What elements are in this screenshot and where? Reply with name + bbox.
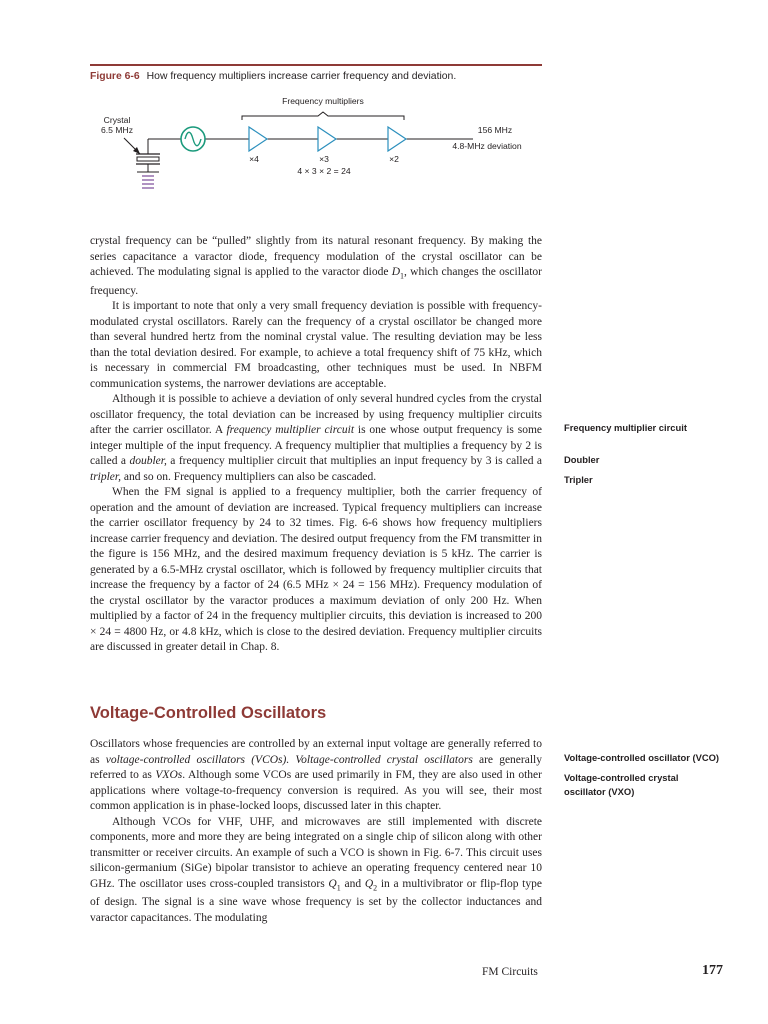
crystal-label: Crystal (103, 115, 131, 125)
multiplier-x2-label: ×2 (389, 154, 399, 164)
figure-label: Figure 6-6 (90, 71, 140, 82)
multiplier-x3-amplifier (318, 127, 336, 151)
paragraph: crystal frequency can be “pulled” slightly from its natural resonant frequency. By making the series capacitance a varactor diode, frequency modulation of the crystal oscillator can be achieved. The modulating signal is applied to the varactor diode $D_1$, which changes the oscillator frequency. (90, 235, 542, 297)
paragraph: It is important to note that only a very small frequency deviation is possible with frequency-modulated crystal oscillators. Rarely can the frequency of a crystal oscillator be changed more than several hundred hertz from the nominal crystal value. The resulting deviation may be less than the total deviation desired. For example, to achieve a total frequency shift of 75 kHz, which is necessary in commercial FM broadcasting, other techniques must be used. In NBFM communication systems, the narrower deviations are acceptable. (90, 300, 542, 390)
paragraph: Although VCOs for VHF, UHF, and microwaves are still implemented with discrete components, more and more they are being integrated on a single chip of silicon along with other transmitter or receiver circuits. An example of such a VCO is shown in Fig. 6-7. This circuit uses silicon-germanium (SiGe) bipolar transistor to achieve an operating frequency centered near 10 GHz. The oscillator uses cross-coupled transistors $Q_1$ and $Q_2$ in a multivibrator or flip-flop type of design. The signal is a sine wave whose frequency is set by the collector inductances and varactor capacitances. The modulating (90, 815, 542, 924)
multiplier-x3-label: ×3 (319, 154, 329, 164)
crystal-freq-label: 6.5 MHz (101, 125, 133, 135)
output-deviation-label: 4.8-MHz deviation (452, 141, 522, 151)
body-text-top (90, 234, 542, 656)
figure-top-rule (90, 64, 542, 66)
multiplier-x2-amplifier (388, 127, 406, 151)
margin-term-vxo: Voltage-controlled crystal oscillator (VXO) (564, 772, 679, 797)
margin-term-tripler: Tripler (564, 474, 593, 485)
margin-term-frequency-multiplier: Frequency multiplier circuit (564, 422, 687, 433)
margin-term-vco: Voltage-controlled oscillator (VCO) (564, 752, 720, 763)
body-text-bottom (90, 737, 542, 926)
figure-caption (90, 71, 550, 82)
multiplier-x4-label: ×4 (249, 154, 259, 164)
crystal-body (137, 157, 159, 161)
multipliers-brace (242, 112, 404, 120)
section-heading: Voltage-Controlled Oscillators (90, 704, 327, 722)
paragraph: Oscillators whose frequencies are controlled by an external input voltage are generally referred to as voltage-controlled oscillators (VCOs). Voltage-controlled crystal oscillators are generally referred to as VXOs. Although some VCOs are used primarily in FM, they are also used in other applications where voltage-to-frequency conversion is required. As you will see, their most common application is in phase-locked loops, discussed later in this chapter. (90, 738, 542, 812)
paragraph: Although it is possible to achieve a deviation of only several hundred cycles from the crystal oscillator frequency, the total deviation can be increased by using frequency multiplier circuits after the carrier oscillator. A frequency multiplier circuit is one whose output frequency is some integer multiple of the input frequency. A frequency multiplier that multiplies a frequency by 2 is called a doubler, a frequency multiplier circuit that multiplies an input frequency by 3 is called a tripler, and so on. Frequency multipliers can also be cascaded. (90, 393, 542, 483)
multiplier-x4-amplifier (249, 127, 267, 151)
frequency-multipliers-label: Frequency multipliers (282, 96, 364, 106)
figure-caption-text: How frequency multipliers increase carrier frequency and deviation. (146, 71, 457, 82)
running-footer-title: FM Circuits (482, 966, 538, 978)
page-number: 177 (702, 963, 723, 978)
margin-term-doubler: Doubler (564, 454, 600, 465)
paragraph: When the FM signal is applied to a frequency multiplier, both the carrier frequency of operation and the amount of deviation are increased. Typical frequency multipliers can increase the carrier oscillator frequency by 24 to 32 times. Fig. 6-6 shows how frequency multipliers increase carrier frequency and deviation. The desired output frequency from the FM transmitter in the figure is 156 MHz, and the desired maximum frequency deviation is 5 kHz. The carrier is generated by a 6.5-MHz crystal oscillator, which is followed by frequency multiplier circuits that increase the frequency by a factor of 24 (6.5 MHz × 24 = 156 MHz). Frequency modulation of the crystal oscillator by the varactor produces a maximum deviation of only 200 Hz. When multiplied by a factor of 24 in the frequency multiplier circuits, this deviation is increased to 200 × 24 = 4800 Hz, or 4.8 kHz, which is close to the desired deviation. Frequency multiplier circuits are discussed in greater detail in Chap. 8. (90, 486, 542, 654)
frequency-multiplier-diagram (90, 86, 550, 206)
output-frequency-label: 156 MHz (477, 125, 513, 135)
multiplier-product-label: 4 × 3 × 2 = 24 (297, 166, 351, 176)
